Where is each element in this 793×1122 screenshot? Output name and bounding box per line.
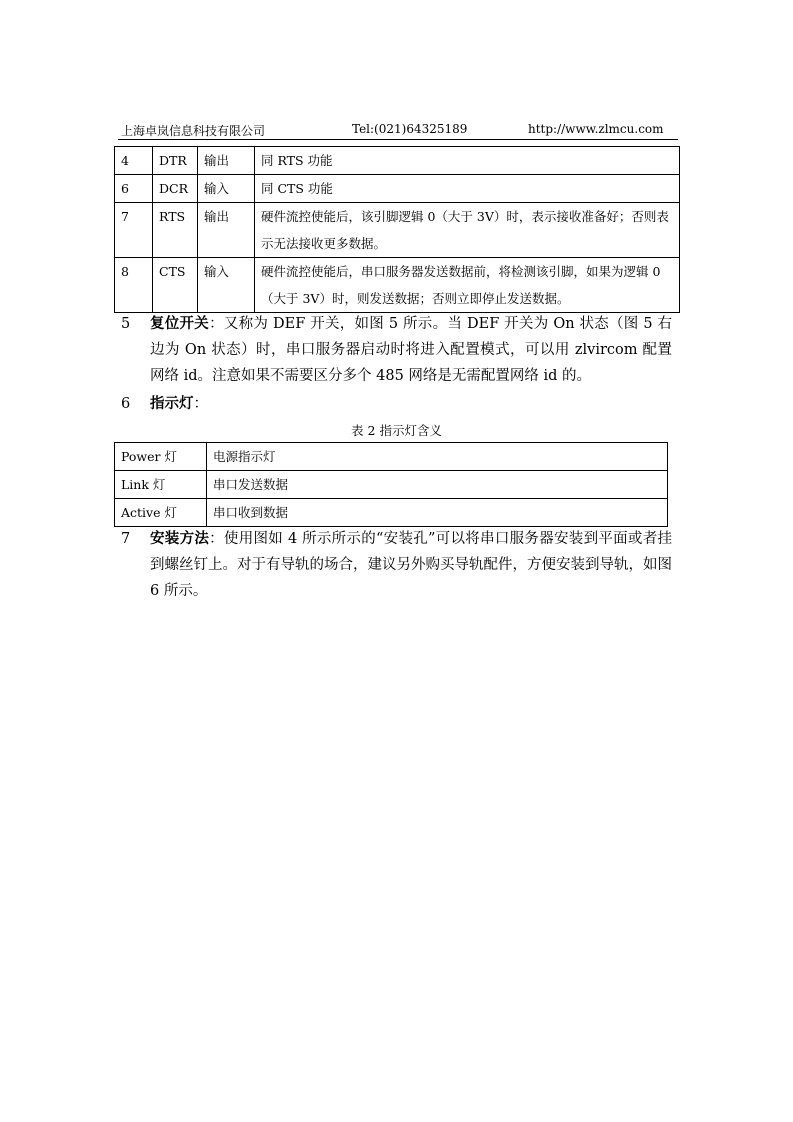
section-number: 7 [121,531,131,547]
pin-number: 6 [115,175,153,203]
pin-description: 同 CTS 功能 [255,175,680,203]
led-meaning: 串口发送数据 [207,471,668,499]
pin-direction: 输出 [198,147,255,175]
pin-description: 硬件流控使能后，串口服务器发送数据前，将检测该引脚，如果为逻辑 0（大于 3V）时，则发送数据；否则立即停止发送数据。 [255,258,680,313]
table-row [115,443,668,471]
header-url: http://www.zlmcu.com [528,122,664,136]
section-body [150,526,672,604]
pin-number: 7 [115,203,153,258]
section-text: ： [193,396,208,412]
led-meaning: 电源指示灯 [207,443,668,471]
table-row [115,258,680,313]
pin-name: CTS [153,258,198,313]
table-row [115,203,680,258]
table-row [115,471,668,499]
header-company: 上海卓岚信息科技有限公司 [121,124,266,138]
pin-number: 4 [115,147,153,175]
led-name: Active 灯 [115,499,207,527]
pin-name: DTR [153,147,198,175]
led-meaning: 串口收到数据 [207,499,668,527]
led-name: Power 灯 [115,443,207,471]
table-row [115,147,680,175]
section-title: 安装方法 [150,530,210,547]
section-text: ：使用图如 4 所示所示的“安装孔”可以将串口服务器安装到平面或者挂到螺丝钉上。对于有导轨的场合，建议另外购买导轨配件，方便安装到导轨，如图 6 所示。 [150,531,672,599]
section-number: 6 [121,396,131,412]
table-row [115,175,680,203]
pin-name: DCR [153,175,198,203]
pin-direction: 输出 [198,203,255,258]
pin-direction: 输入 [198,258,255,313]
header-tel: Tel:(021)64325189 [352,122,468,136]
section-title: 指示灯 [150,395,194,412]
pin-number: 8 [115,258,153,313]
section-title: 复位开关 [150,315,210,332]
pin-description: 同 RTS 功能 [255,147,680,175]
section-body [150,391,672,417]
table-row [115,499,668,527]
led-table [114,442,668,527]
table-caption: 表 2 指示灯含义 [351,423,442,438]
pin-direction: 输入 [198,175,255,203]
led-name: Link 灯 [115,471,207,499]
section-body [150,311,672,389]
page-header [118,122,678,140]
pin-name: RTS [153,203,198,258]
pin-table [114,146,680,313]
section-text: ：又称为 DEF 开关，如图 5 所示。当 DEF 开关为 On 状态（图 5 右边为 On 状态）时，串口服务器启动时将进入配置模式，可以用 zlvircom 配置网络 id。注意如果不需要区分多个 485 网络是无需配置网络 id 的。 [150,316,673,384]
section-number: 5 [121,316,131,332]
pin-description: 硬件流控使能后，该引脚逻辑 0（大于 3V）时，表示接收准备好；否则表示无法接收更多数据。 [255,203,680,258]
